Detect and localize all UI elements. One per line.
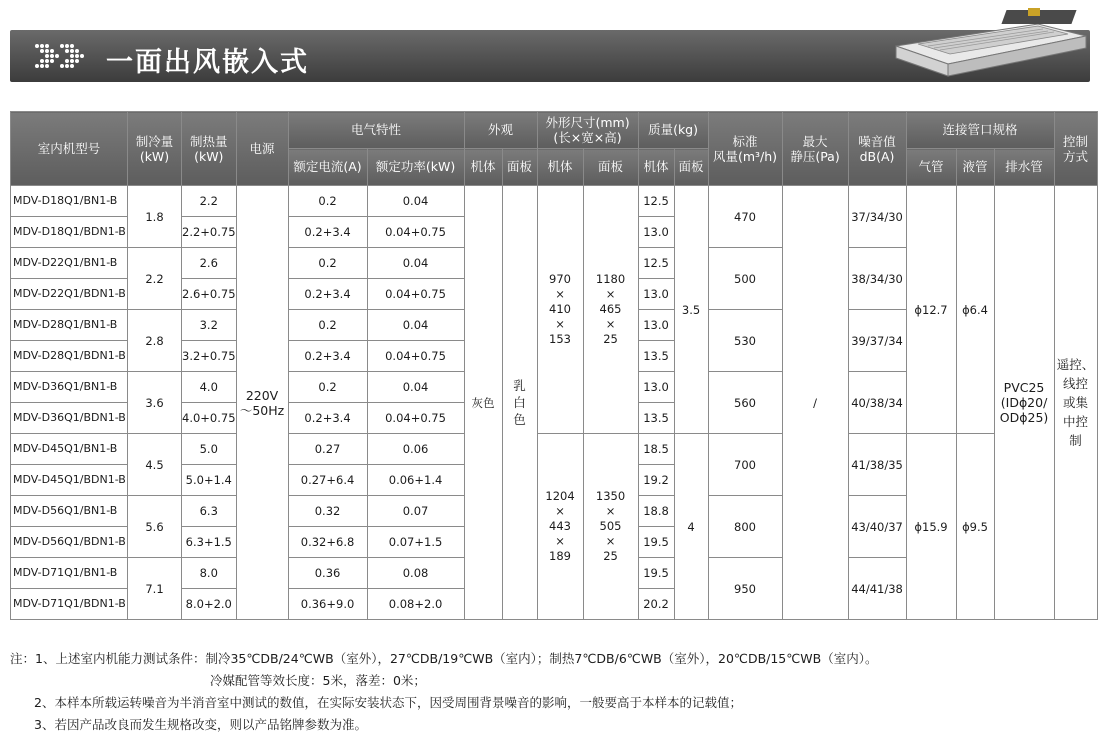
header-dimensions: 外形尺寸(mm) (长×宽×高) <box>537 112 638 149</box>
liquid-pipe-large: ϕ9.5 <box>956 434 994 620</box>
header-electrical: 电气特性 <box>288 112 464 149</box>
header-appearance-panel: 面板 <box>502 149 537 186</box>
table-row <box>11 434 1098 465</box>
power-supply-cell: 220V ～50Hz <box>236 186 288 620</box>
header-gas-pipe: 气管 <box>906 149 956 186</box>
dims-body-small: 970 × 410 × 153 <box>537 186 583 434</box>
power-cell: 0.04 <box>367 310 464 341</box>
header-airflow: 标准 风量(m³/h) <box>708 112 782 186</box>
weight-cell: 13.0 <box>638 279 674 310</box>
heating-cell: 6.3 <box>182 496 237 527</box>
current-cell: 0.27+6.4 <box>288 465 367 496</box>
noise-cell: 43/40/37 <box>848 496 906 558</box>
header-static-pressure: 最大 静压(Pa) <box>782 112 848 186</box>
current-cell: 0.36+9.0 <box>288 589 367 620</box>
cooling-cell: 7.1 <box>128 558 182 620</box>
current-cell: 0.36 <box>288 558 367 589</box>
header-power-supply: 电源 <box>236 112 288 186</box>
panel-weight-small: 3.5 <box>674 186 708 434</box>
weight-cell: 12.5 <box>638 248 674 279</box>
panel-color-cell: 乳 白 色 <box>502 186 537 620</box>
gas-pipe-large: ϕ15.9 <box>906 434 956 620</box>
model-cell: MDV-D22Q1/BN1-B <box>11 248 128 279</box>
footnotes <box>10 648 1090 736</box>
current-cell: 0.2+3.4 <box>288 341 367 372</box>
gas-pipe-small: ϕ12.7 <box>906 186 956 434</box>
header-appearance-body: 机体 <box>464 149 502 186</box>
model-cell: MDV-D45Q1/BN1-B <box>11 434 128 465</box>
header-pipe: 连接管口规格 <box>906 112 1054 149</box>
noise-cell: 38/34/30 <box>848 248 906 310</box>
heating-cell: 5.0+1.4 <box>182 465 237 496</box>
double-chevron-icon <box>34 42 96 70</box>
power-cell: 0.04+0.75 <box>367 279 464 310</box>
noise-cell: 40/38/34 <box>848 372 906 434</box>
header-appearance: 外观 <box>464 112 537 149</box>
airflow-cell: 560 <box>708 372 782 434</box>
noise-cell: 39/37/34 <box>848 310 906 372</box>
weight-cell: 19.5 <box>638 527 674 558</box>
weight-cell: 19.2 <box>638 465 674 496</box>
power-cell: 0.06+1.4 <box>367 465 464 496</box>
noise-cell: 44/41/38 <box>848 558 906 620</box>
current-cell: 0.2+3.4 <box>288 279 367 310</box>
weight-cell: 13.0 <box>638 372 674 403</box>
model-cell: MDV-D71Q1/BN1-B <box>11 558 128 589</box>
current-cell: 0.2+3.4 <box>288 403 367 434</box>
heating-cell: 2.2+0.75 <box>182 217 237 248</box>
noise-cell: 37/34/30 <box>848 186 906 248</box>
current-cell: 0.2 <box>288 310 367 341</box>
cooling-cell: 2.8 <box>128 310 182 372</box>
heating-cell: 2.6 <box>182 248 237 279</box>
cassette-unit-image <box>888 6 1090 82</box>
heating-cell: 2.2 <box>182 186 237 217</box>
control-cell: 遥控、 线控 或集 中控 制 <box>1054 186 1097 620</box>
power-cell: 0.04 <box>367 186 464 217</box>
header-noise: 噪音值 dB(A) <box>848 112 906 186</box>
panel-weight-large: 4 <box>674 434 708 620</box>
current-cell: 0.2 <box>288 372 367 403</box>
model-cell: MDV-D36Q1/BN1-B <box>11 372 128 403</box>
model-cell: MDV-D56Q1/BDN1-B <box>11 527 128 558</box>
weight-cell: 13.0 <box>638 310 674 341</box>
airflow-cell: 800 <box>708 496 782 558</box>
header-dims-body: 机体 <box>537 149 583 186</box>
heating-cell: 3.2+0.75 <box>182 341 237 372</box>
page-title: 一面出风嵌入式 <box>106 47 309 78</box>
current-cell: 0.32 <box>288 496 367 527</box>
header-drain-pipe: 排水管 <box>994 149 1054 186</box>
header-dims-panel: 面板 <box>583 149 638 186</box>
header-control: 控制 方式 <box>1054 112 1097 186</box>
weight-cell: 20.2 <box>638 589 674 620</box>
dims-panel-large: 1350 × 505 × 25 <box>583 434 638 620</box>
header-power-rating: 额定功率(kW) <box>367 149 464 186</box>
header-liquid-pipe: 液管 <box>956 149 994 186</box>
model-cell: MDV-D45Q1/BDN1-B <box>11 465 128 496</box>
current-cell: 0.2 <box>288 248 367 279</box>
note-3: 3、若因产品改良而发生规格改变，则以产品铭牌参数为准。 <box>34 717 367 732</box>
weight-cell: 19.5 <box>638 558 674 589</box>
model-cell: MDV-D28Q1/BN1-B <box>11 310 128 341</box>
weight-cell: 13.0 <box>638 217 674 248</box>
dims-panel-small: 1180 × 465 × 25 <box>583 186 638 434</box>
header-weight-panel: 面板 <box>674 149 708 186</box>
heating-cell: 4.0+0.75 <box>182 403 237 434</box>
static-pressure-cell: / <box>782 186 848 620</box>
power-cell: 0.04+0.75 <box>367 341 464 372</box>
cooling-cell: 3.6 <box>128 372 182 434</box>
header-cooling: 制冷量 (kW) <box>128 112 182 186</box>
heating-cell: 2.6+0.75 <box>182 279 237 310</box>
weight-cell: 13.5 <box>638 341 674 372</box>
power-cell: 0.04 <box>367 372 464 403</box>
model-cell: MDV-D36Q1/BDN1-B <box>11 403 128 434</box>
current-cell: 0.2+3.4 <box>288 217 367 248</box>
power-cell: 0.07+1.5 <box>367 527 464 558</box>
airflow-cell: 500 <box>708 248 782 310</box>
table-row <box>11 186 1098 217</box>
power-cell: 0.04+0.75 <box>367 403 464 434</box>
dims-body-large: 1204 × 443 × 189 <box>537 434 583 620</box>
power-cell: 0.04 <box>367 248 464 279</box>
current-cell: 0.2 <box>288 186 367 217</box>
heating-cell: 6.3+1.5 <box>182 527 237 558</box>
heating-cell: 3.2 <box>182 310 237 341</box>
cooling-cell: 5.6 <box>128 496 182 558</box>
weight-cell: 13.5 <box>638 403 674 434</box>
model-cell: MDV-D18Q1/BN1-B <box>11 186 128 217</box>
power-cell: 0.06 <box>367 434 464 465</box>
header-current: 额定电流(A) <box>288 149 367 186</box>
model-cell: MDV-D28Q1/BDN1-B <box>11 341 128 372</box>
liquid-pipe-small: ϕ6.4 <box>956 186 994 434</box>
airflow-cell: 470 <box>708 186 782 248</box>
airflow-cell: 950 <box>708 558 782 620</box>
model-cell: MDV-D56Q1/BN1-B <box>11 496 128 527</box>
power-cell: 0.04+0.75 <box>367 217 464 248</box>
heating-cell: 5.0 <box>182 434 237 465</box>
heating-cell: 4.0 <box>182 372 237 403</box>
header-model: 室内机型号 <box>11 112 128 186</box>
cooling-cell: 1.8 <box>128 186 182 248</box>
model-cell: MDV-D22Q1/BDN1-B <box>11 279 128 310</box>
power-cell: 0.08 <box>367 558 464 589</box>
cooling-cell: 2.2 <box>128 248 182 310</box>
model-cell: MDV-D18Q1/BDN1-B <box>11 217 128 248</box>
note-1b: 冷媒配管等效长度：5米，落差：0米； <box>210 673 426 688</box>
drain-pipe-cell: PVC25 (IDϕ20/ ODϕ25) <box>994 186 1054 620</box>
heating-cell: 8.0+2.0 <box>182 589 237 620</box>
weight-cell: 18.5 <box>638 434 674 465</box>
heating-cell: 8.0 <box>182 558 237 589</box>
power-cell: 0.07 <box>367 496 464 527</box>
model-cell: MDV-D71Q1/BDN1-B <box>11 589 128 620</box>
weight-cell: 12.5 <box>638 186 674 217</box>
power-cell: 0.08+2.0 <box>367 589 464 620</box>
spec-table <box>10 111 1098 620</box>
header-weight: 质量(kg) <box>638 112 708 149</box>
note-2: 2、本样本所载运转噪音为半消音室中测试的数值，在实际安装状态下，因受周围背景噪音的影响，一般要高于本样本的记载值； <box>34 695 742 710</box>
cooling-cell: 4.5 <box>128 434 182 496</box>
header-weight-body: 机体 <box>638 149 674 186</box>
body-color-cell: 灰色 <box>464 186 502 620</box>
header-heating: 制热量 (kW) <box>182 112 237 186</box>
airflow-cell: 530 <box>708 310 782 372</box>
airflow-cell: 700 <box>708 434 782 496</box>
weight-cell: 18.8 <box>638 496 674 527</box>
current-cell: 0.32+6.8 <box>288 527 367 558</box>
current-cell: 0.27 <box>288 434 367 465</box>
note-1: 注：1、上述室内机能力测试条件：制冷35℃DB/24℃WB（室外），27℃DB/19℃WB（室内）；制热7℃DB/6℃WB（室外），20℃DB/15℃WB（室内）。 <box>10 651 878 666</box>
noise-cell: 41/38/35 <box>848 434 906 496</box>
